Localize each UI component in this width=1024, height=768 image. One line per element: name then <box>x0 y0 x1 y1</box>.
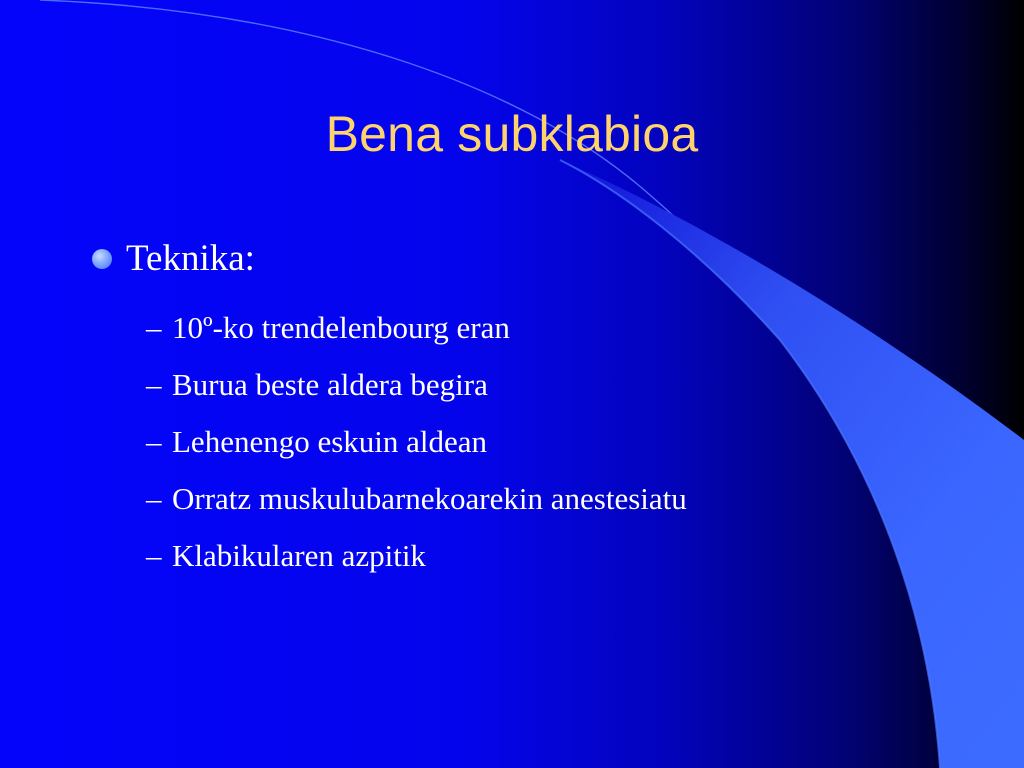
list-item <box>146 470 687 527</box>
bullet-label: Teknika: <box>126 238 255 279</box>
bullet-dot-icon <box>92 249 112 269</box>
list-item-text: Lehenengo eskuin aldean <box>172 423 488 459</box>
dash-icon: – <box>146 366 162 402</box>
dash-icon: – <box>146 423 162 459</box>
list-item <box>146 413 687 470</box>
list-item <box>146 356 687 413</box>
list-item <box>146 527 687 584</box>
bullet-teknika <box>92 236 255 282</box>
list-item-text: Orratz muskulubarnekoarekin anestesiatu <box>172 480 687 516</box>
dash-icon: – <box>146 480 162 516</box>
list-item <box>146 299 687 356</box>
dash-icon: – <box>146 309 162 345</box>
list-item-text: 10º-ko trendelenbourg eran <box>172 309 510 345</box>
slide-title: Bena subklabioa <box>325 106 699 162</box>
list-item-text: Burua beste aldera begira <box>172 366 488 402</box>
sub-bullet-list <box>146 299 687 584</box>
dash-icon: – <box>146 537 162 573</box>
list-item-text: Klabikularen azpitik <box>172 537 426 573</box>
